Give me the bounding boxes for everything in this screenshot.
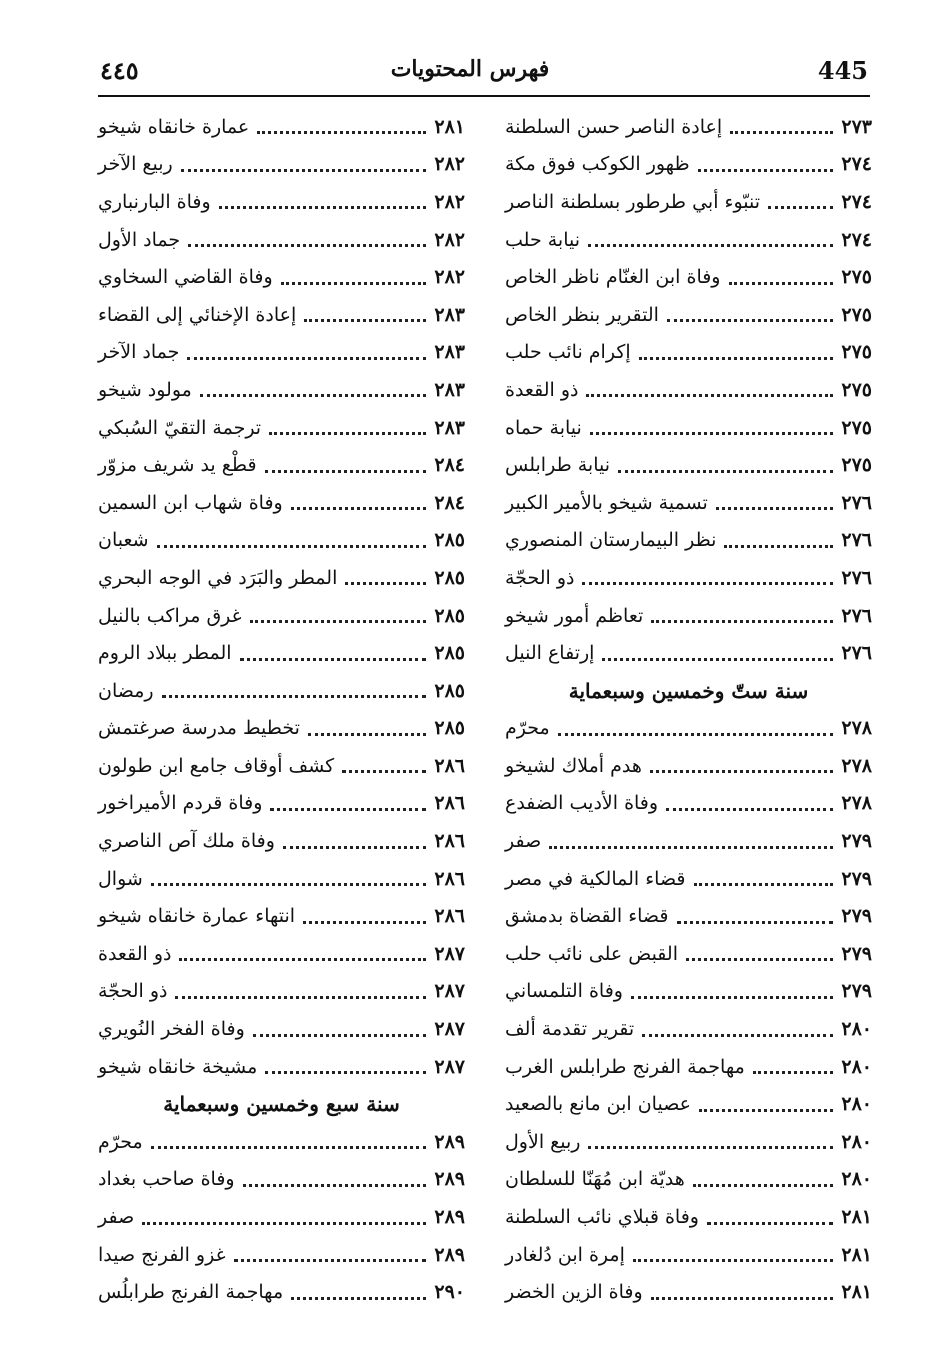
toc-entry-title: ذو القعدة <box>98 942 172 965</box>
toc-entry-page: ٢٨٧ <box>434 942 465 965</box>
toc-entry-page: ٢٨٦ <box>434 754 465 777</box>
dot-leader <box>558 733 834 736</box>
toc-entry-title: مشيخة خانقاه شيخو <box>98 1055 258 1078</box>
toc-entry-page: ٢٧٩ <box>841 980 872 1003</box>
toc-entry-page: ٢٧٥ <box>841 266 872 289</box>
toc-entry-page: ٢٨٧ <box>434 1055 465 1078</box>
dot-leader <box>243 1184 427 1187</box>
toc-entry-title: وفاة شهاب ابن السمين <box>98 491 283 514</box>
toc-entry-title: التقرير بنظر الخاص <box>505 303 659 326</box>
dot-leader <box>270 808 426 811</box>
toc-entry <box>505 221 872 259</box>
toc-entry <box>505 1123 872 1161</box>
toc-entry-title: محرّم <box>98 1130 143 1153</box>
toc-entry-page: ٢٨٣ <box>434 341 465 364</box>
toc-entry-title: وفاة الزين الخضر <box>505 1281 643 1304</box>
dot-leader <box>265 1071 426 1074</box>
toc-entry-page: ٢٨٥ <box>434 529 465 552</box>
dot-leader <box>693 1184 834 1187</box>
dot-leader <box>716 507 834 510</box>
dot-leader <box>730 131 833 134</box>
dot-leader <box>633 1259 834 1262</box>
toc-entry-page: ٢٧٩ <box>841 905 872 928</box>
toc-entry <box>98 296 465 334</box>
toc-entry-title: ربيع الأول <box>505 1130 581 1153</box>
toc-entry-page: ٢٨٠ <box>841 1130 872 1153</box>
toc-entry-page: ٢٧٨ <box>841 792 872 815</box>
toc-entry <box>98 221 465 259</box>
toc-entry-title: قطْع يد شريف مزوّر <box>98 454 257 477</box>
dot-leader <box>650 770 834 773</box>
toc-entry <box>505 296 872 334</box>
toc-entry <box>98 371 465 409</box>
toc-entry-title: وفاة ملك آص الناصري <box>98 830 275 853</box>
dot-leader <box>142 1222 426 1225</box>
dot-leader <box>639 357 834 360</box>
toc-entry-title: المطر والبَرَد في الوجه البحري <box>98 566 338 589</box>
toc-entry-title: هديّة ابن مُهَنّا للسلطان <box>505 1168 685 1191</box>
toc-entry-page: ٢٨٢ <box>434 153 465 176</box>
toc-entry-page: ٢٧٥ <box>841 454 872 477</box>
toc-entry <box>505 822 872 860</box>
year-heading <box>505 672 872 710</box>
toc-entry-title: وفاة ابن الغنّام ناظر الخاص <box>505 266 721 289</box>
toc-entry <box>98 409 465 447</box>
dot-leader <box>304 319 426 322</box>
toc-entry-page: ٢٧٦ <box>841 566 872 589</box>
dot-leader <box>724 545 833 548</box>
toc-entry-page: ٢٨٦ <box>434 830 465 853</box>
toc-entry <box>98 559 465 597</box>
toc-entry <box>98 1048 465 1086</box>
dot-leader <box>188 244 426 247</box>
toc-entry-page: ٢٨٣ <box>434 378 465 401</box>
dot-leader <box>686 958 833 961</box>
dot-leader <box>157 545 427 548</box>
dot-leader <box>729 282 834 285</box>
toc-entry <box>505 484 872 522</box>
toc-entry-page: ٢٨٦ <box>434 792 465 815</box>
toc-entry-page: ٢٨٥ <box>434 717 465 740</box>
toc-entry <box>505 559 872 597</box>
toc-entry-page: ٢٨٩ <box>434 1130 465 1153</box>
toc-entry-page: ٢٨٠ <box>841 1168 872 1191</box>
toc-entry-title: القبض على نائب حلب <box>505 942 678 965</box>
dot-leader <box>651 1297 834 1300</box>
toc-entry-page: ٢٨٦ <box>434 905 465 928</box>
toc-entry <box>98 108 465 146</box>
toc-entry <box>98 183 465 221</box>
year-heading <box>98 1085 465 1123</box>
toc-entry <box>98 1161 465 1199</box>
toc-entry <box>505 710 872 748</box>
toc-entry-page: ٢٧٤ <box>841 153 872 176</box>
toc-entry <box>505 1161 872 1199</box>
toc-entry-title: نظر البيمارستان المنصوري <box>505 529 717 552</box>
dot-leader <box>151 883 427 886</box>
dot-leader <box>699 1109 833 1112</box>
toc-entry-title: هدم أملاك لشيخو <box>505 754 642 777</box>
toc-entry-title: محرّم <box>505 717 550 740</box>
toc-entry <box>98 1273 465 1311</box>
toc-entry <box>98 897 465 935</box>
toc-entry <box>505 183 872 221</box>
toc-entry-page: ٢٧٩ <box>841 830 872 853</box>
dot-leader <box>602 658 833 661</box>
toc-entry-page: ٢٧٥ <box>841 378 872 401</box>
toc-entry <box>98 1236 465 1274</box>
toc-entry <box>98 785 465 823</box>
toc-entry-title: وفاة القاضي السخاوي <box>98 266 273 289</box>
toc-entry <box>505 1085 872 1123</box>
dot-leader <box>219 206 427 209</box>
toc-entry-title: رمضان <box>98 679 154 702</box>
year-heading-text: سنة ستّ وخمسين وسبعماية <box>568 678 809 703</box>
toc-entry <box>505 409 872 447</box>
toc-entry-title: صفر <box>505 830 542 853</box>
toc-entry-title: تعاظم أمور شيخو <box>505 604 644 627</box>
toc-column-left <box>98 108 465 1311</box>
toc-entry-page: ٢٧٤ <box>841 228 872 251</box>
toc-entry-title: وفاة الأديب الضفدع <box>505 792 659 815</box>
header-rule <box>98 95 870 97</box>
dot-leader <box>694 883 834 886</box>
toc-entry-page: ٢٨١ <box>841 1281 872 1304</box>
toc-entry-title: مولود شيخو <box>98 378 192 401</box>
dot-leader <box>257 131 426 134</box>
dot-leader <box>582 582 833 585</box>
dot-leader <box>667 319 833 322</box>
toc-entry-page: ٢٧٨ <box>841 754 872 777</box>
page-number-latin: 445 <box>817 56 868 85</box>
dot-leader <box>151 1146 427 1149</box>
dot-leader <box>200 394 427 397</box>
dot-leader <box>642 1034 833 1037</box>
toc-entry-page: ٢٧٩ <box>841 942 872 965</box>
toc-entry-title: تخطيط مدرسة صرغتمش <box>98 717 300 740</box>
toc-entry-title: ذو القعدة <box>505 378 579 401</box>
toc-entry-title: شوال <box>98 867 143 890</box>
dot-leader <box>590 432 834 435</box>
toc-entry-title: المطر ببلاد الروم <box>98 642 232 665</box>
toc-entry-page: ٢٨٤ <box>434 491 465 514</box>
toc-entry-title: إكرام نائب حلب <box>505 341 631 364</box>
toc-entry <box>505 1198 872 1236</box>
toc-entry-title: إعادة الناصر حسن السلطنة <box>505 115 723 138</box>
toc-entry <box>505 108 872 146</box>
toc-entry-page: ٢٨٢ <box>434 190 465 213</box>
dot-leader <box>303 921 426 924</box>
toc-entry <box>505 1048 872 1086</box>
dot-leader <box>283 846 426 849</box>
toc-entry <box>98 597 465 635</box>
dot-leader <box>588 1146 833 1149</box>
dot-leader <box>269 432 426 435</box>
dot-leader <box>181 169 427 172</box>
toc-entry <box>505 747 872 785</box>
toc-entry <box>505 935 872 973</box>
toc-entry <box>505 897 872 935</box>
toc-entry <box>98 935 465 973</box>
toc-entry-title: ترجمة التقيّ السُبكي <box>98 416 262 439</box>
toc-entry <box>505 785 872 823</box>
toc-entry-page: ٢٨١ <box>841 1206 872 1229</box>
toc-entry-title: إرتفاع النيل <box>505 642 595 665</box>
dot-leader <box>618 470 833 473</box>
toc-entry-title: وفاة قردم الأميراخور <box>98 792 263 815</box>
toc-entry-title: غزو الفرنج صيدا <box>98 1243 226 1266</box>
dot-leader <box>187 357 426 360</box>
toc-entry <box>98 672 465 710</box>
dot-leader <box>345 582 426 585</box>
dot-leader <box>291 507 427 510</box>
toc-entry-title: كشف أوقاف جامع ابن طولون <box>98 754 335 777</box>
dot-leader <box>240 658 427 661</box>
toc-entry-page: ٢٨٥ <box>434 604 465 627</box>
dot-leader <box>586 394 833 397</box>
toc-entry <box>98 446 465 484</box>
toc-entry-title: انتهاء عمارة خانقاه شيخو <box>98 905 296 928</box>
toc-entry-title: وفاة قبلاي نائب السلطنة <box>505 1206 699 1229</box>
toc-entry-title: صفر <box>98 1206 135 1229</box>
toc-entry <box>98 973 465 1011</box>
toc-entry <box>98 146 465 184</box>
toc-entry-page: ٢٨٣ <box>434 303 465 326</box>
toc-entry <box>98 1123 465 1161</box>
toc-entry-title: جماد الآخر <box>98 341 180 364</box>
toc-entry-page: ٢٨٥ <box>434 642 465 665</box>
toc-entry-page: ٢٧٥ <box>841 303 872 326</box>
toc-entry <box>505 634 872 672</box>
toc-entry-title: قضاء المالكية في مصر <box>505 867 686 890</box>
toc-entry-title: تقرير تقدمة ألف <box>505 1018 635 1041</box>
toc-entry-page: ٢٧٦ <box>841 491 872 514</box>
toc-entry-page: ٢٨٢ <box>434 266 465 289</box>
toc-entry-page: ٢٨٤ <box>434 454 465 477</box>
toc-entry-page: ٢٨١ <box>434 115 465 138</box>
toc-entry <box>98 710 465 748</box>
toc-entry <box>505 334 872 372</box>
toc-entry-title: تنبّوء أبي طرطور بسلطنة الناصر <box>505 190 761 213</box>
toc-entry-title: نيابة حلب <box>505 228 581 251</box>
toc-entry <box>98 634 465 672</box>
dot-leader <box>666 808 833 811</box>
dot-leader <box>768 206 833 209</box>
dot-leader <box>253 1034 427 1037</box>
dot-leader <box>698 169 834 172</box>
toc-entry-page: ٢٧٨ <box>841 717 872 740</box>
toc-entry-page: ٢٨٢ <box>434 228 465 251</box>
toc-entry-page: ٢٧٥ <box>841 341 872 364</box>
toc-entry-page: ٢٨٠ <box>841 1093 872 1116</box>
toc-entry-page: ٢٨٩ <box>434 1206 465 1229</box>
toc-entry <box>98 1010 465 1048</box>
dot-leader <box>651 620 833 623</box>
dot-leader <box>549 846 833 849</box>
toc-entry-page: ٢٧٦ <box>841 604 872 627</box>
toc-entry <box>98 334 465 372</box>
toc-entry <box>505 522 872 560</box>
toc-entry <box>505 146 872 184</box>
dot-leader <box>308 733 426 736</box>
toc-entry-title: عمارة خانقاه شيخو <box>98 115 250 138</box>
dot-leader <box>175 996 426 999</box>
dot-leader <box>753 1071 834 1074</box>
toc-entry <box>98 1198 465 1236</box>
toc-entry-title: مهاجمة الفرنج طرابلس الغرب <box>505 1055 745 1078</box>
toc-entry-title: غرق مراكب بالنيل <box>98 604 242 627</box>
toc-entry-page: ٢٧٦ <box>841 642 872 665</box>
toc-entry-title: جماد الأول <box>98 228 181 251</box>
toc-entry-title: ظهور الكوكب فوق مكة <box>505 153 690 176</box>
dot-leader <box>677 921 834 924</box>
toc-entry-page: ٢٧٥ <box>841 416 872 439</box>
dot-leader <box>179 958 426 961</box>
toc-entry-page: ٢٨٧ <box>434 980 465 1003</box>
toc-entry <box>505 371 872 409</box>
toc-entry-page: ٢٨٣ <box>434 416 465 439</box>
toc-entry-page: ٢٩٠ <box>434 1281 465 1304</box>
dot-leader <box>588 244 833 247</box>
toc-entry-page: ٢٨٥ <box>434 679 465 702</box>
toc-entry-page: ٢٧٤ <box>841 190 872 213</box>
toc-entry <box>505 597 872 635</box>
toc-entry <box>98 522 465 560</box>
toc-entry-title: نيابة طرابلس <box>505 454 611 477</box>
toc-entry <box>98 822 465 860</box>
toc-entry-title: وفاة الفخر النُويري <box>98 1018 245 1041</box>
dot-leader <box>631 996 833 999</box>
dot-leader <box>291 1297 426 1300</box>
toc-entry-title: إمرة ابن دُلغادر <box>505 1243 625 1266</box>
toc-entry-title: وفاة التلمساني <box>505 980 623 1003</box>
toc-entry-page: ٢٨٧ <box>434 1018 465 1041</box>
year-heading-text: سنة سبع وخمسين وسبعماية <box>163 1092 400 1117</box>
toc-entry <box>505 973 872 1011</box>
dot-leader <box>250 620 427 623</box>
dot-leader <box>265 470 427 473</box>
toc-entry-page: ٢٧٦ <box>841 529 872 552</box>
toc-entry-title: نيابة حماه <box>505 416 582 439</box>
toc-entry-title: وفاة البارنباري <box>98 190 211 213</box>
toc-entry-page: ٢٧٩ <box>841 867 872 890</box>
toc-entry-title: ربيع الآخر <box>98 153 173 176</box>
toc-entry-title: وفاة صاحب بغداد <box>98 1168 235 1191</box>
toc-entry-page: ٢٨٠ <box>841 1018 872 1041</box>
toc-entry-title: ذو الحجّة <box>505 566 575 589</box>
dot-leader <box>342 770 426 773</box>
toc-entry-title: مهاجمة الفرنج طرابلُس <box>98 1281 284 1304</box>
toc-entry-title: تسمية شيخو بالأمير الكبير <box>505 491 708 514</box>
toc-entry <box>505 1010 872 1048</box>
toc-entry <box>98 860 465 898</box>
toc-entry <box>98 258 465 296</box>
toc-entry-page: ٢٨٩ <box>434 1168 465 1191</box>
toc-entry <box>505 860 872 898</box>
toc-entry <box>505 258 872 296</box>
toc-entry-title: عصيان ابن مانع بالصعيد <box>505 1093 692 1116</box>
toc-entry-page: ٢٨١ <box>841 1243 872 1266</box>
toc-entry <box>98 484 465 522</box>
page-number-arabic: ٤٤٥ <box>100 56 139 85</box>
toc-entry-title: شعبان <box>98 529 149 552</box>
toc-entry <box>505 446 872 484</box>
toc-entry-page: ٢٨٦ <box>434 867 465 890</box>
toc-entry-page: ٢٧٣ <box>841 115 872 138</box>
dot-leader <box>707 1222 833 1225</box>
toc-entry <box>98 747 465 785</box>
toc-entry-title: قضاء القضاة بدمشق <box>505 905 669 928</box>
toc-entry <box>505 1273 872 1311</box>
toc-column-right <box>505 108 872 1311</box>
dot-leader <box>162 695 427 698</box>
toc-entry-page: ٢٨٠ <box>841 1055 872 1078</box>
toc-entry-page: ٢٨٥ <box>434 566 465 589</box>
toc-entry-title: إعادة الإخنائي إلى القضاء <box>98 303 297 326</box>
page-title: فهرس المحتويات <box>390 56 550 82</box>
toc-entry-page: ٢٨٩ <box>434 1243 465 1266</box>
dot-leader <box>281 282 427 285</box>
dot-leader <box>234 1259 427 1262</box>
toc-entry <box>505 1236 872 1274</box>
toc-entry-title: ذو الحجّة <box>98 980 168 1003</box>
